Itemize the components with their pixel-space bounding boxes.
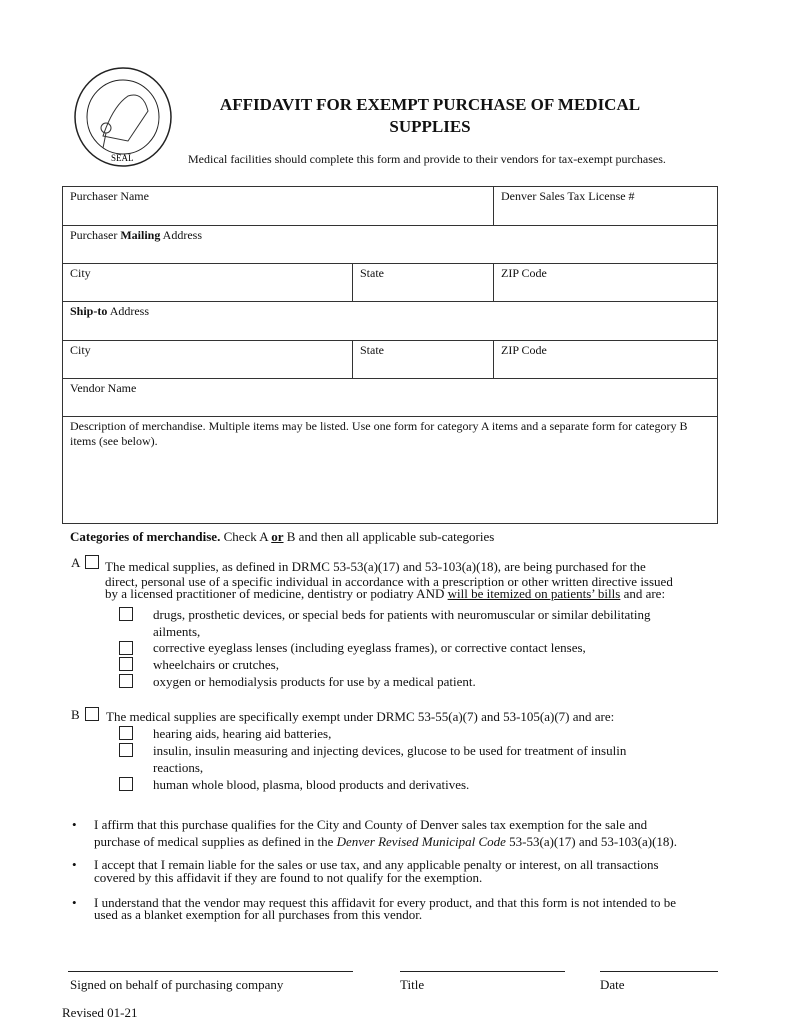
a-item: wheelchairs or crutches, xyxy=(153,657,279,672)
zip-field[interactable]: ZIP Code xyxy=(493,263,718,302)
date-label: Date xyxy=(600,977,625,992)
ship-to-address-field[interactable]: Ship-to Address xyxy=(62,301,718,341)
b-insulin-checkbox[interactable] xyxy=(119,743,133,757)
bullet-icon: • xyxy=(72,857,77,872)
title-line[interactable] xyxy=(400,971,565,972)
b-hearing-checkbox[interactable] xyxy=(119,726,133,740)
affirmation-text: covered by this affidavit if they are found to not qualify for the exemption. xyxy=(94,870,483,885)
mailing-address-field[interactable]: Purchaser Mailing Address xyxy=(62,225,718,264)
category-a-text: The medical supplies, as defined in DRMC 53-53(a)(17) and 53-103(a)(18), are being purchased for the xyxy=(105,559,646,574)
affirmation-text: purchase of medical supplies as defined in the Denver Revised Municipal Code 53-53(a)(17) and 53-103(a)(18). xyxy=(94,834,678,849)
vendor-name-field[interactable]: Vendor Name xyxy=(62,378,718,417)
affirmation-text: used as a blanket exemption for all purchases from this vendor. xyxy=(94,907,423,922)
bullet-icon: • xyxy=(72,817,77,832)
a-eyeglass-checkbox[interactable] xyxy=(119,641,133,655)
category-b-checkbox[interactable] xyxy=(85,707,99,721)
signature-line[interactable] xyxy=(68,971,353,972)
category-a-text: by a licensed practitioner of medicine, dentistry or podiatry AND will be itemized on patients’ bills and are: xyxy=(105,586,666,601)
category-b-text: The medical supplies are specifically exempt under DRMC 53-55(a)(7) and 53-105(a)(7) and are: xyxy=(106,709,615,724)
revision-note: Revised 01-21 xyxy=(62,1005,138,1020)
a-drugs-checkbox[interactable] xyxy=(119,607,133,621)
category-a-checkbox[interactable] xyxy=(85,555,99,569)
b-item: insulin, insulin measuring and injecting devices, glucose to be used for treatment of insulin xyxy=(153,743,627,758)
b-item: hearing aids, hearing aid batteries, xyxy=(153,726,332,741)
category-b-label: B xyxy=(71,707,80,722)
affirmation-text: I understand that the vendor may request this affidavit for every product, and that this form is not intended to be xyxy=(94,895,677,910)
a-wheelchair-checkbox[interactable] xyxy=(119,657,133,671)
subtitle: Medical facilities should complete this form and provide to their vendors for tax-exempt purchases. xyxy=(188,152,666,166)
a-oxygen-checkbox[interactable] xyxy=(119,674,133,688)
b-blood-checkbox[interactable] xyxy=(119,777,133,791)
date-line[interactable] xyxy=(600,971,718,972)
b-item: reactions, xyxy=(153,760,204,775)
category-a-text: direct, personal use of a specific individual in accordance with a prescription or other written directive issued xyxy=(105,574,673,589)
ship-state-field[interactable]: State xyxy=(352,340,494,379)
a-item: oxygen or hemodialysis products for use by a medical patient. xyxy=(153,674,476,689)
denver-seal-logo xyxy=(73,66,173,168)
signature-label: Signed on behalf of purchasing company xyxy=(70,977,284,992)
city-field[interactable]: City xyxy=(62,263,353,302)
category-a-label: A xyxy=(71,555,81,570)
a-item: drugs, prosthetic devices, or special beds for patients with neuromuscular or similar debilitating xyxy=(153,607,651,622)
license-field[interactable]: Denver Sales Tax License # xyxy=(493,186,718,226)
b-item: human whole blood, plasma, blood products and derivatives. xyxy=(153,777,470,792)
description-field[interactable]: Description of merchandise. Multiple items may be listed. Use one form for category A items and a separate form for category B items (see below). xyxy=(62,416,718,524)
page-title: AFFIDAVIT FOR EXEMPT PURCHASE OF MEDICAL SUPPLIES xyxy=(219,95,641,136)
ship-zip-field[interactable]: ZIP Code xyxy=(493,340,718,379)
ship-city-field[interactable]: City xyxy=(62,340,353,379)
affirmation-text: I accept that I remain liable for the sales or use tax, and any applicable penalty or interest, on all transactions xyxy=(94,857,659,872)
categories-heading: Categories of merchandise. Check A or B and then all applicable sub-categories xyxy=(70,529,495,544)
state-field[interactable]: State xyxy=(352,263,494,302)
svg-text:SEAL: SEAL xyxy=(111,153,134,163)
affirmation-text: I affirm that this purchase qualifies for the City and County of Denver sales tax exemption for the sale and xyxy=(94,817,648,832)
a-item: ailments, xyxy=(153,624,201,639)
title-label: Title xyxy=(400,977,425,992)
bullet-icon: • xyxy=(72,895,77,910)
a-item: corrective eyeglass lenses (including eyeglass frames), or corrective contact lenses, xyxy=(153,640,586,655)
purchaser-name-field[interactable]: Purchaser Name xyxy=(62,186,494,226)
